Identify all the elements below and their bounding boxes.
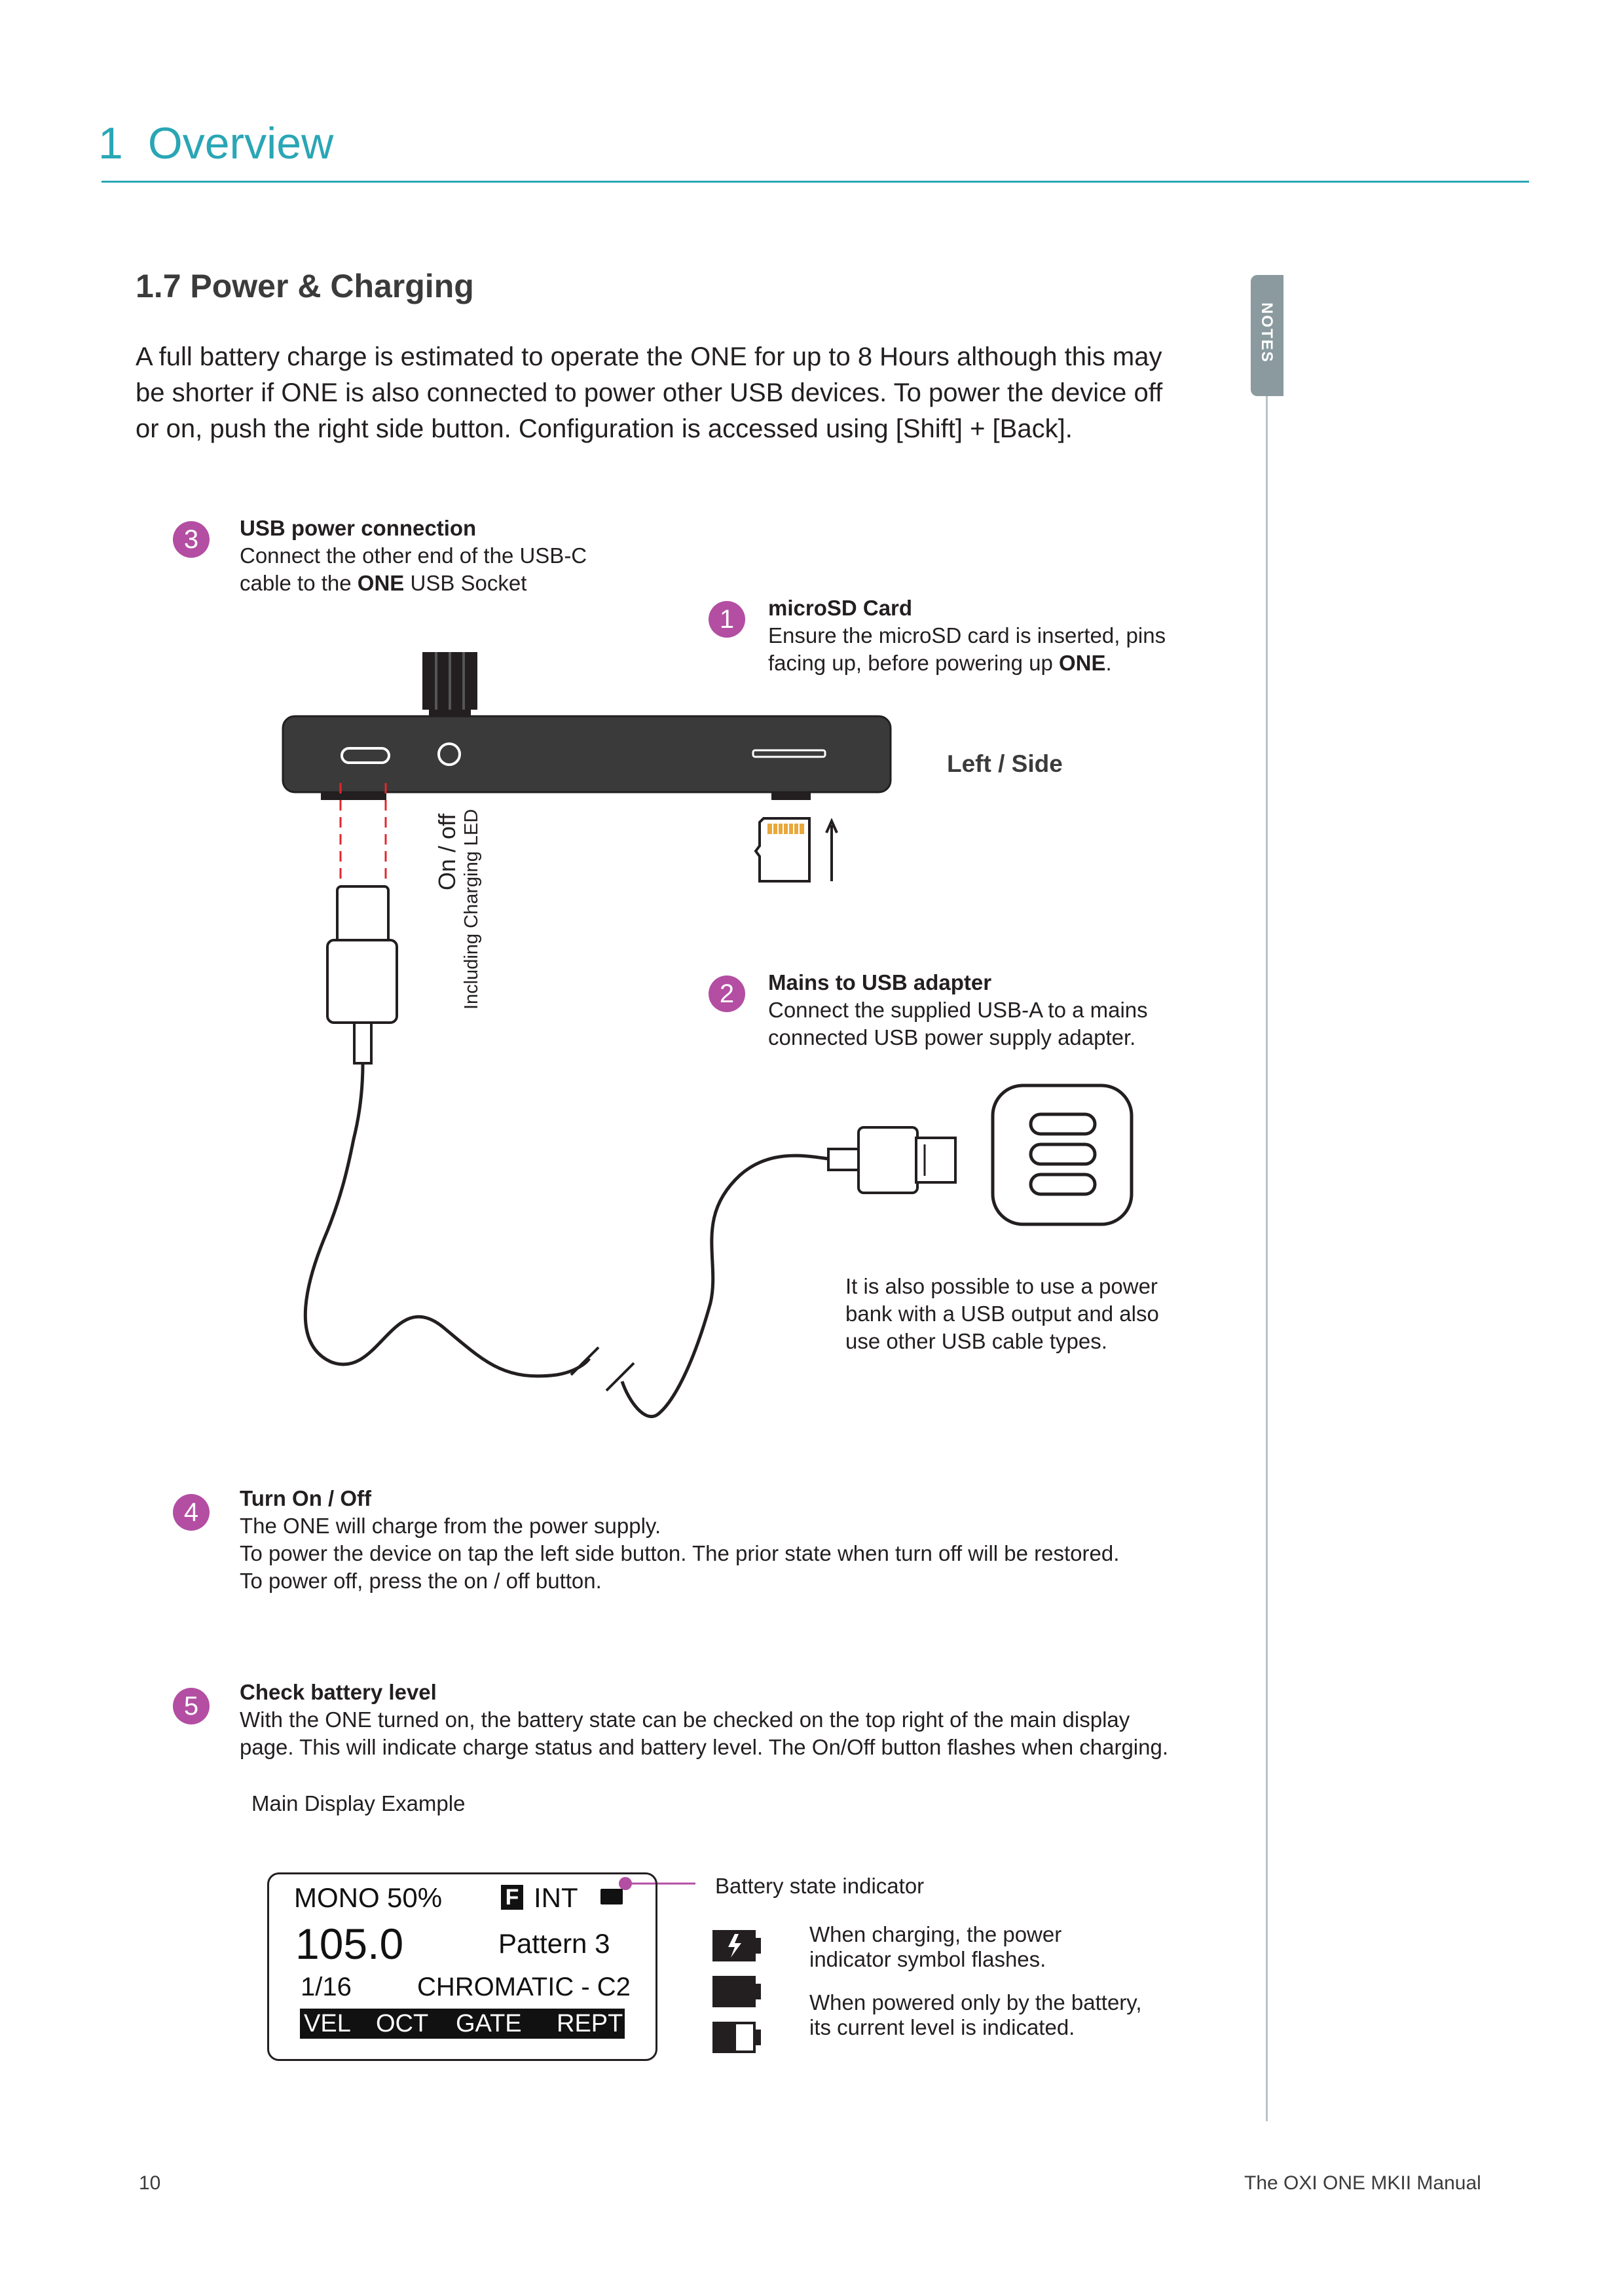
usb-a-plug-icon bbox=[828, 1127, 955, 1193]
lcd-bpm: 105.0 bbox=[295, 1920, 404, 1968]
step-1-badge: 1 bbox=[709, 601, 745, 638]
lcd-param-label: REPT bbox=[557, 2010, 623, 2037]
step-2-text bbox=[768, 969, 1148, 1051]
battery-description: When powered only by the battery, its current level is indicated. bbox=[809, 1990, 1142, 2039]
lcd-param-bar bbox=[300, 2009, 625, 2039]
section-title: 1.7 Power & Charging bbox=[136, 268, 474, 304]
intro-line: be shorter if ONE is also connected to power other USB devices. To power the device off bbox=[136, 378, 1163, 407]
display-caption: Main Display Example bbox=[251, 1791, 466, 1815]
step-3-line: cable to the ONE USB Socket bbox=[240, 571, 527, 595]
step-5-line: With the ONE turned on, the battery state can be checked on the top right of the main display bbox=[240, 1707, 1130, 1732]
step-5-text bbox=[240, 1679, 1168, 1761]
power-adapter-icon bbox=[993, 1085, 1132, 1224]
step-2-heading: Mains to USB adapter bbox=[768, 970, 992, 994]
step-4-text bbox=[240, 1485, 1119, 1595]
power-bank-note: It is also possible to use a power bank with a USB output and also use other USB cable types. bbox=[845, 1274, 1159, 1353]
lcd-param-label: OCT bbox=[376, 2010, 429, 2037]
on-off-label: On / off bbox=[434, 813, 460, 890]
notes-tab-label: NOTES bbox=[1258, 302, 1276, 363]
lcd-param-label: VEL bbox=[304, 2010, 351, 2037]
step-3-heading: USB power connection bbox=[240, 516, 477, 540]
step-4-line: To power the device on tap the left side button. The prior state when turn off will be restored. bbox=[240, 1541, 1120, 1565]
intro-line: or on, push the right side button. Configuration is accessed using [Shift] + [Back]. bbox=[136, 414, 1073, 443]
main-display-example bbox=[267, 1872, 657, 2061]
encoder-knob-icon bbox=[422, 652, 477, 718]
lcd-pattern: Pattern 3 bbox=[498, 1928, 610, 1959]
left-side-label: Left / Side bbox=[947, 750, 1063, 777]
cable-break bbox=[571, 1347, 599, 1375]
step-2-line: connected USB power supply adapter. bbox=[768, 1025, 1136, 1049]
lcd-division: 1/16 bbox=[301, 1973, 352, 2001]
charging-led-label: Including Charging LED bbox=[461, 809, 482, 1010]
lcd-param-label: GATE bbox=[456, 2010, 522, 2037]
step-4-line: To power off, press the on / off button. bbox=[240, 1569, 602, 1593]
step-2-line: Connect the supplied USB-A to a mains bbox=[768, 998, 1148, 1022]
lcd-clock: INT bbox=[534, 1882, 578, 1913]
step-4-badge: 4 bbox=[173, 1494, 210, 1531]
battery-partial-icon bbox=[712, 2022, 761, 2053]
step-2-badge: 2 bbox=[709, 975, 745, 1012]
chapter-title: Overview bbox=[147, 118, 334, 168]
lcd-percent: 50% bbox=[387, 1882, 443, 1913]
battery-indicator-label: Battery state indicator bbox=[715, 1874, 925, 1898]
lcd-battery-icon bbox=[600, 1889, 623, 1904]
step-3-line: Connect the other end of the USB-C bbox=[240, 543, 587, 568]
lcd-scale: CHROMATIC - C2 bbox=[417, 1973, 631, 2001]
usb-c-plug-icon bbox=[327, 886, 397, 1063]
step-1-heading: microSD Card bbox=[768, 596, 913, 620]
intro-line: A full battery charge is estimated to operate the ONE for up to 8 Hours although this may bbox=[136, 342, 1162, 371]
step-5-badge: 5 bbox=[173, 1688, 210, 1724]
chapter-number: 1 bbox=[98, 118, 123, 168]
device-left-side-icon bbox=[283, 716, 891, 800]
step-1-line: facing up, before powering up ONE. bbox=[768, 651, 1112, 675]
battery-charging-icon bbox=[712, 1930, 761, 1961]
battery-full-icon bbox=[712, 1976, 761, 2007]
step-4-line: The ONE will charge from the power supply. bbox=[240, 1514, 661, 1538]
cable-break bbox=[606, 1363, 634, 1391]
charging-description: When charging, the power indicator symbol flashes. bbox=[809, 1922, 1062, 1971]
step-5-line: page. This will indicate charge status and battery level. The On/Off button flashes when charging. bbox=[240, 1735, 1169, 1759]
step-1-line: Ensure the microSD card is inserted, pins bbox=[768, 623, 1166, 647]
usb-cable bbox=[622, 1156, 828, 1416]
step-4-heading: Turn On / Off bbox=[240, 1486, 372, 1510]
lcd-mode: MONO bbox=[294, 1882, 380, 1913]
page-number: 10 bbox=[139, 2172, 161, 2194]
step-5-heading: Check battery level bbox=[240, 1680, 437, 1704]
lcd-f-badge: F bbox=[501, 1885, 523, 1910]
insert-arrow-icon bbox=[826, 821, 837, 881]
manual-title: The OXI ONE MKII Manual bbox=[1244, 2172, 1481, 2194]
usb-cable bbox=[305, 1063, 589, 1376]
step-3-badge: 3 bbox=[173, 521, 210, 558]
microsd-card-icon bbox=[756, 818, 809, 881]
